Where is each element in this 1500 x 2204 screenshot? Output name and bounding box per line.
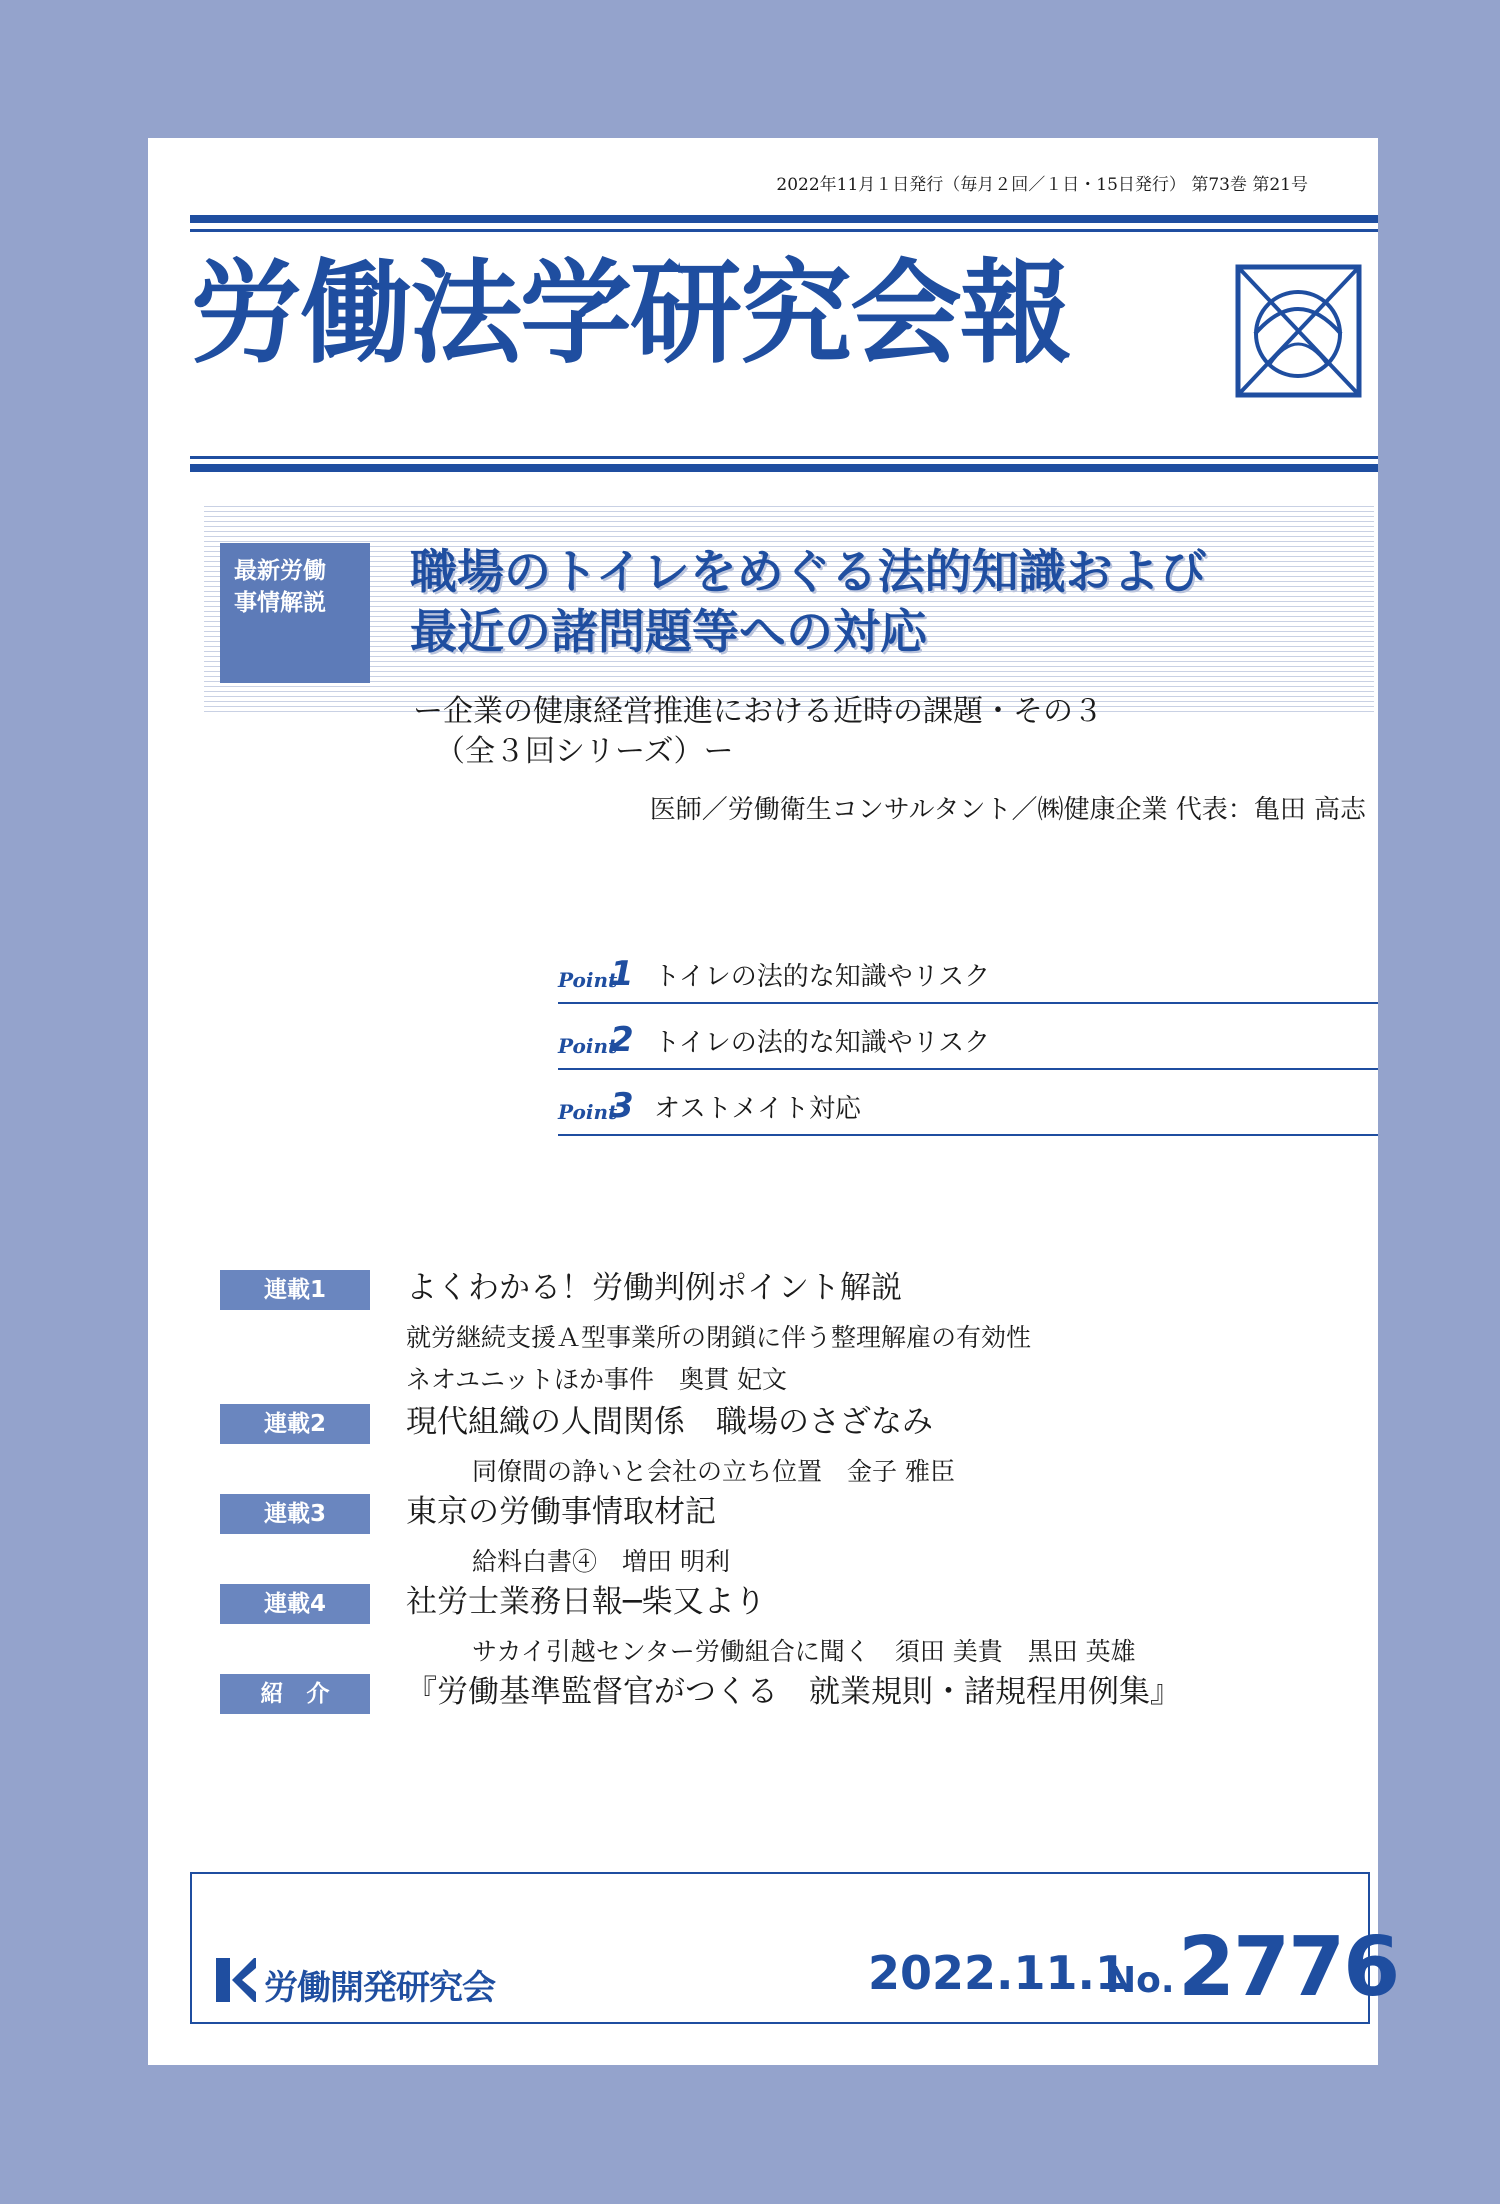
point-label: Point — [558, 968, 618, 992]
serial-tag: 連載2 — [220, 1404, 370, 1444]
point-item — [558, 1006, 1378, 1070]
serial-detail: 就労継続支援Ａ型事業所の閉鎖に伴う整理解雇の有効性 — [406, 1323, 1032, 1352]
serial-title: 東京の労働事情取材記 — [406, 1494, 716, 1530]
point-text: トイレの法的な知識やリスク — [654, 962, 991, 992]
serial-title: 現代組織の人間関係 職場のさざなみ — [406, 1404, 933, 1440]
serial-title: 『労働基準監督官がつくる 就業規則・諸規程用例集』 — [406, 1674, 1181, 1710]
serial-tag: 連載1 — [220, 1270, 370, 1310]
feature-title-line1: 職場のトイレをめぐる法的知識および — [410, 545, 1207, 600]
feature-subtitle-line1: ー企業の健康経営推進における近時の課題・その３ — [413, 694, 1103, 729]
feature-tag-line2: 事情解説 — [234, 590, 326, 616]
magazine-title: 労働法学研究会報 — [190, 249, 1070, 379]
serial-tag: 連載3 — [220, 1494, 370, 1534]
feature-subtitle-line2: （全３回シリーズ）ー — [435, 734, 734, 769]
serial-detail: ネオユニットほか事件 奥貫 妃文 — [406, 1365, 787, 1394]
magazine-cover — [148, 138, 1399, 2065]
point-label: Point — [558, 1100, 618, 1124]
masthead-rule-top-thin — [190, 229, 1378, 232]
point-number: 1 — [610, 954, 634, 994]
point-number: 3 — [610, 1086, 634, 1126]
serial-detail: サカイ引越センター労働組合に聞く 須田 美貴 黒田 英雄 — [472, 1637, 1136, 1666]
masthead-rule-bottom — [190, 464, 1378, 472]
point-item — [558, 1072, 1378, 1136]
masthead-rule-bottom-thin — [190, 456, 1378, 459]
issue-date: 2022.11.1 — [868, 1946, 1127, 2000]
feature-author: 医師／労働衛生コンサルタント／㈱健康企業 代表：亀田 高志 — [649, 795, 1366, 825]
serial-tag: 紹 介 — [220, 1674, 370, 1714]
issue-number-label: No. — [1106, 1960, 1175, 2001]
serial-tag: 連載4 — [220, 1584, 370, 1624]
publisher-logo-icon — [216, 1958, 256, 2002]
point-text: トイレの法的な知識やリスク — [654, 1028, 991, 1058]
publisher-name: 労働開発研究会 — [264, 1968, 495, 2008]
emblem-logo-icon — [1235, 264, 1362, 398]
serial-title: 社労士業務日報─柴又より — [406, 1584, 766, 1620]
feature-title — [410, 543, 1207, 663]
point-label: Point — [558, 1034, 618, 1058]
feature-title-line2: 最近の諸問題等への対応 — [410, 605, 927, 660]
masthead-rule-top — [190, 215, 1378, 223]
feature-subtitle — [413, 692, 1103, 772]
feature-category-tag — [220, 543, 370, 683]
issue-info: 2022年11月１日発行（毎月２回／１日・15日発行） 第73巻 第21号 — [776, 175, 1308, 195]
serial-title: よくわかる！労働判例ポイント解説 — [406, 1270, 902, 1306]
issue-number: 2776 — [1178, 1920, 1399, 2015]
point-number: 2 — [610, 1020, 634, 1060]
serial-detail: 給料白書④ 増田 明利 — [472, 1547, 730, 1576]
point-text: オストメイト対応 — [654, 1094, 861, 1124]
point-item — [558, 940, 1378, 1004]
feature-tag-line1: 最新労働 — [234, 558, 326, 584]
serial-detail: 同僚間の諍いと会社の立ち位置 金子 雅臣 — [472, 1457, 955, 1486]
